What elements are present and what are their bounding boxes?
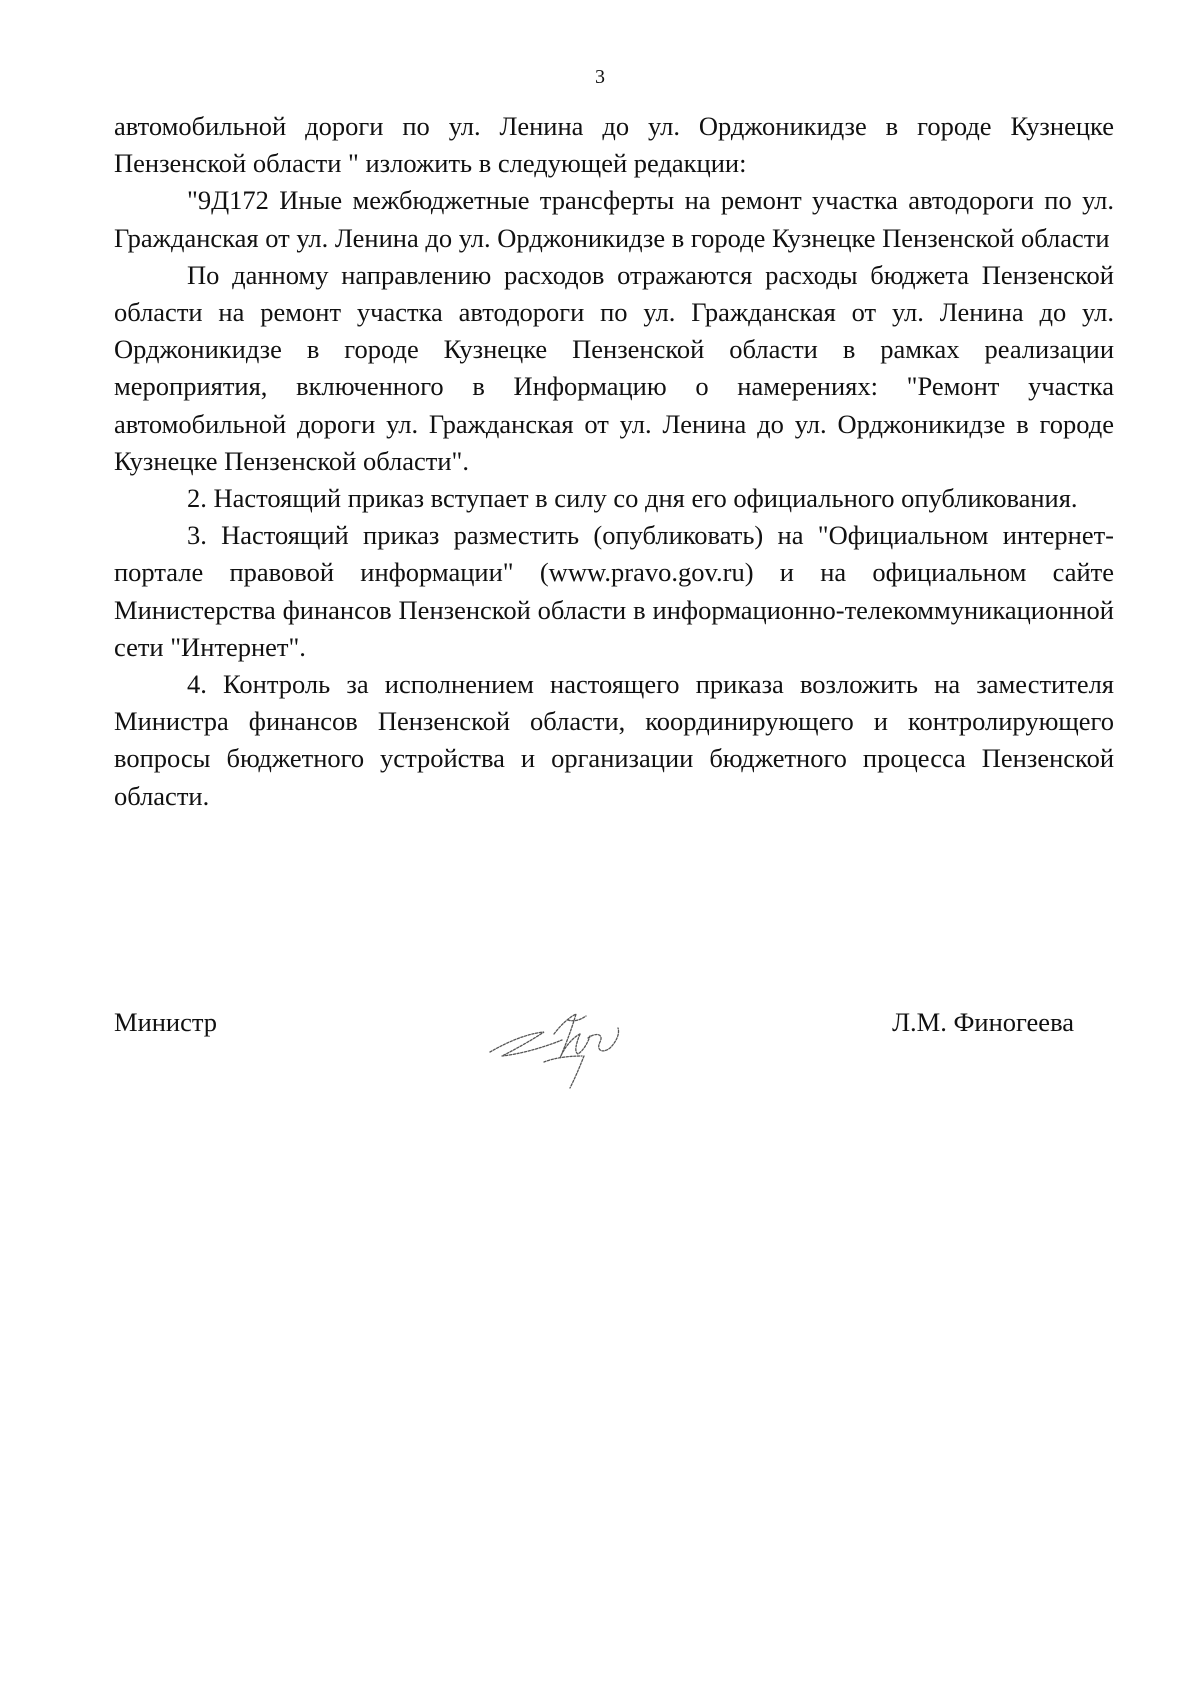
signer-title: Министр (114, 1007, 218, 1037)
paragraph-item-2: 2. Настоящий приказ вступает в силу со дня его официального опубликования. (187, 483, 1078, 514)
paragraph-continuation: автомобильной дороги по ул. Ленина до ул. Орджоникидзе в городе Кузнецке Пензенской области " изложить в следующей редакции: (114, 111, 1114, 179)
paragraph-item-4: 4. Контроль за исполнением настоящего приказа возложить на заместителя Министра финансов Пензенской области, координирующего и контролирующего вопросы бюджетного устройства и организации бюджетного процесса Пензенской области. (114, 669, 1114, 811)
document-body (114, 108, 1114, 815)
paragraph-item-3: 3. Настоящий приказ разместить (опубликовать) на "Официальном интернет-портале правовой информации" (www.pravo.gov.ru) и на официальном сайте Министерства финансов Пензенской области в информационно-телекоммуникационной сети "Интернет". (114, 520, 1114, 662)
paragraph-description: По данному направлению расходов отражаются расходы бюджета Пензенской области на ремонт участка автодороги по ул. Гражданская от ул. Ленина до ул. Орджоникидзе в городе Кузнецке Пензенской области в рамках реализации мероприятия, включенного в Информацию о намерениях: "Ремонт участка автомобильной дороги ул. Гражданская от ул. Ленина до ул. Орджоникидзе в городе Кузнецке Пензенской области". (114, 259, 1114, 476)
page-number: 3 (595, 66, 605, 88)
signer-name: Л.М. Финогеева (892, 1007, 1074, 1037)
signature-block (114, 1004, 1074, 1124)
paragraph-item-9d172: "9Д172 Иные межбюджетные трансферты на ремонт участка автодороги по ул. Гражданская от ул. Ленина до ул. Орджоникидзе в городе Кузнецке Пензенской области (114, 185, 1114, 253)
handwritten-signature (484, 1004, 644, 1094)
